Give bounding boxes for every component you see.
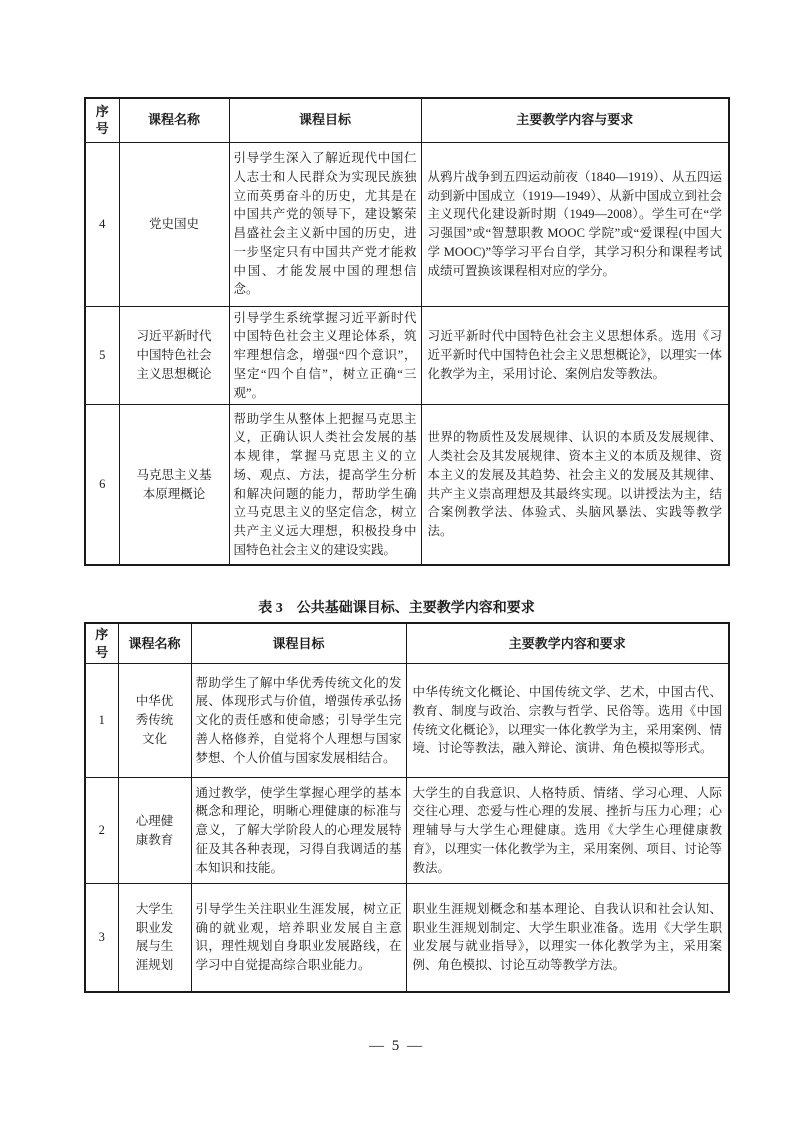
table-row [85, 405, 729, 565]
header-course-content: 主要教学内容和要求 [406, 623, 729, 664]
cell-course-goal: 帮助学生了解中华优秀传统文化的发展、体现形式与价值，增强传承弘扬文化的责任感和使命感；引导学生完善人格修养，自觉将个人理想与国家梦想、个人价值与国家发展相结合。 [191, 664, 406, 778]
cell-course-content: 从鸦片战争到五四运动前夜（1840—1919）、从五四运动到新中国成立（1919—1949）、从新中国成立到社会主义现代化建设新时期（1949—2008）。学生可在“学习强国”或“智慧职教 MOOC 学院”或“爱课程(中国大学 MOOC)”等学习平台自学，其学习积分和课程考试成绩可置换该课程相对应的学分。 [421, 142, 729, 306]
table-row [85, 778, 729, 884]
public-basic-course-table [84, 622, 730, 993]
header-seq: 序号 [85, 623, 118, 664]
cell-seq: 4 [85, 142, 119, 306]
table-row [85, 884, 729, 992]
cell-course-goal: 引导学生关注职业生涯发展，树立正确的就业观，培养职业发展自主意识，理性规划自身职业发展路线，在学习中自觉提高综合职业能力。 [191, 884, 406, 992]
cell-course-content: 职业生涯规划概念和基本理论、自我认识和社会认知、职业生涯规划制定、大学生职业准备。选用《大学生职业发展与就业指导》，以理实一体化教学为主，采用案例、角色模拟、讨论互动等教学方法。 [406, 884, 729, 992]
cell-course-name: 心理健康教育 [118, 778, 191, 884]
cell-course-goal: 引导学生深入了解近现代中国仁人志士和人民群众为实现民族独立而英勇奋斗的历史，尤其是在中国共产党的领导下，建设繁荣昌盛社会主义新中国的历史，进一步坚定只有中国共产党才能救中国、才能发展中国的理想信念。 [229, 142, 421, 306]
cell-course-name: 马克思主义基本原理概论 [119, 405, 229, 565]
cell-course-name: 中华优秀传统文化 [118, 664, 191, 778]
table3-caption: 表 3 公共基础课目标、主要教学内容和要求 [258, 601, 535, 616]
table-header-row [85, 623, 729, 664]
table-row [85, 306, 729, 405]
header-course-name: 课程名称 [119, 98, 229, 142]
cell-course-name: 习近平新时代中国特色社会主义思想概论 [119, 306, 229, 405]
cell-course-goal: 帮助学生从整体上把握马克思主义，正确认识人类社会发展的基本规律，掌握马克思主义的立场、观点、方法，提高学生分析和解决问题的能力，帮助学生确立马克思主义的坚定信念，树立共产主义远大理想，积极投身中国特色社会主义的建设实践。 [229, 405, 421, 565]
cell-seq: 2 [85, 778, 118, 884]
cell-seq: 6 [85, 405, 119, 565]
cell-course-content: 大学生的自我意识、人格特质、情绪、学习心理、人际交往心理、恋爱与性心理的发展、挫折与压力心理；心理辅导与大学生心理健康。选用《大学生心理健康教育》，以理实一体化教学为主，采用案例、项目、讨论等教法。 [406, 778, 729, 884]
header-course-goal: 课程目标 [229, 98, 421, 142]
table-row [85, 664, 729, 778]
header-course-goal: 课程目标 [191, 623, 406, 664]
page-number: — 5 — [369, 1038, 424, 1054]
cell-seq: 3 [85, 884, 118, 992]
cell-course-content: 世界的物质性及发展规律、认识的本质及发展规律、人类社会及其发展规律、资本主义的本质及规律、资本主义的发展及其趋势、社会主义的发展及其规律、共产主义崇高理想及其最终实现。以讲授法为主，结合案例教学法、体验式、头脑风暴法、实践等教学法。 [421, 405, 729, 565]
cell-course-goal: 引导学生系统掌握习近平新时代中国特色社会主义理论体系，筑牢理想信念，增强“四个意识”，坚定“四个自信”，树立正确“三观”。 [229, 306, 421, 405]
ideology-course-table [84, 97, 730, 566]
cell-course-goal: 通过教学，使学生掌握心理学的基本概念和理论，明晰心理健康的标准与意义，了解大学阶段人的心理发展特征及其各种表现，习得自我调适的基本知识和技能。 [191, 778, 406, 884]
cell-seq: 5 [85, 306, 119, 405]
header-seq: 序号 [85, 98, 119, 142]
table-header-row [85, 98, 729, 142]
header-course-name: 课程名称 [118, 623, 191, 664]
cell-course-name: 党史国史 [119, 142, 229, 306]
cell-course-content: 习近平新时代中国特色社会主义思想体系。选用《习近平新时代中国特色社会主义思想概论》，以理实一体化教学为主，采用讨论、案例启发等教法。 [421, 306, 729, 405]
table-row [85, 142, 729, 306]
cell-course-name: 大学生职业发展与生涯规划 [118, 884, 191, 992]
header-course-content: 主要教学内容与要求 [421, 98, 729, 142]
cell-seq: 1 [85, 664, 118, 778]
cell-course-content: 中华传统文化概论、中国传统文学、艺术，中国古代、教育、制度与政治、宗教与哲学、民俗等。选用《中国传统文化概论》，以理实一体化教学为主，采用案例、情境、讨论等教法，融入辩论、演讲、角色模拟等形式。 [406, 664, 729, 778]
